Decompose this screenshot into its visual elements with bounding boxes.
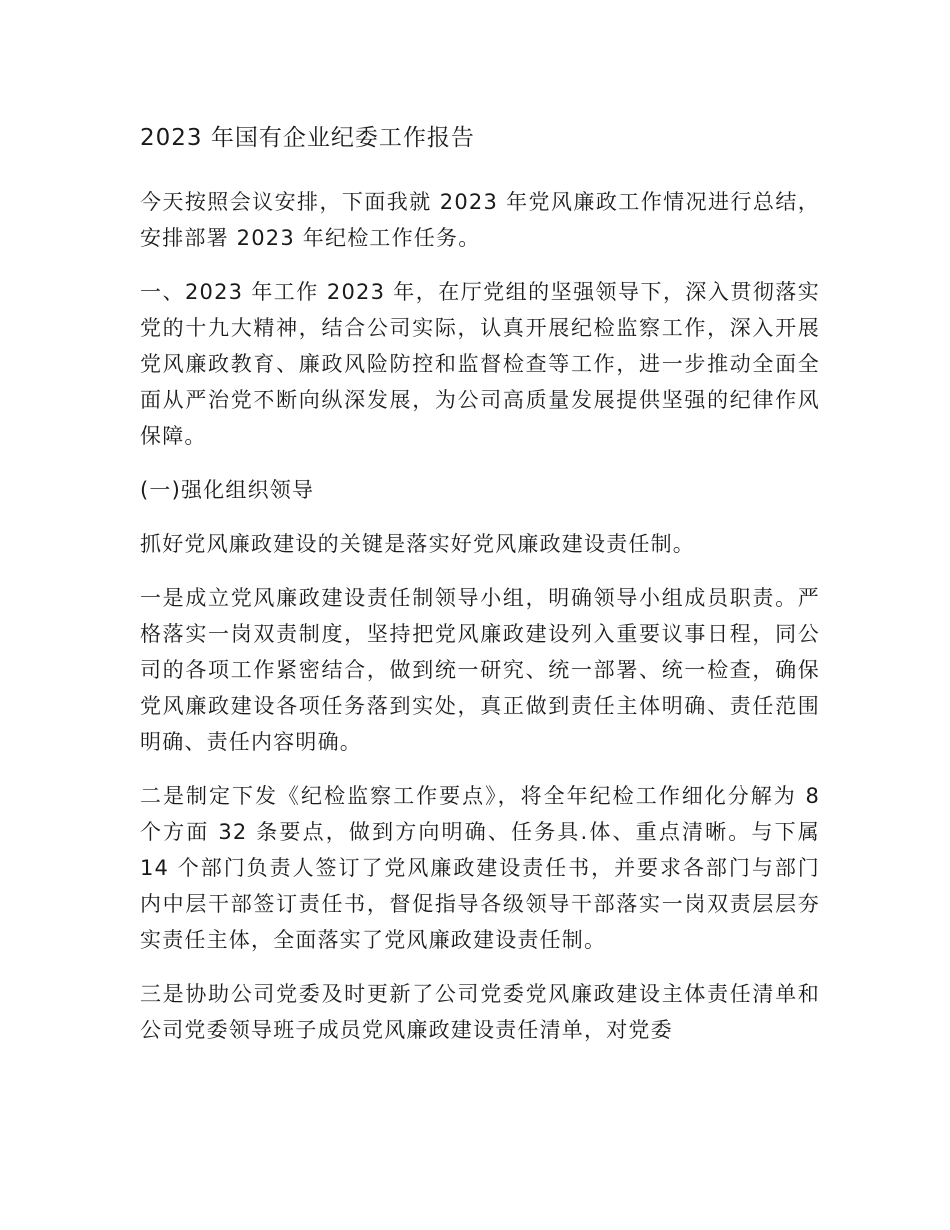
subheading-organization: (一)强化组织领导 — [140, 478, 315, 502]
document-title: 2023 年国有企业纪委工作报告 — [140, 125, 475, 151]
paragraph-item-one: 一是成立党风廉政建设责任制领导小组，明确领导小组成员职责。严格落实一岗双责制度，坚持把党风廉政建设列入重要议事日程，同公司的各项工作紧密结合，做到统一研究、统一部署、统一检查，确保党风廉政建设各项任务落到实处，真正做到责任主体明确、责任范围明确、责任内容明确。 — [140, 586, 820, 754]
paragraph-section-one: 一、2023 年工作 2023 年，在厅党组的坚强领导下，深入贯彻落实党的十九大精神，结合公司实际，认真开展纪检监察工作，深入开展党风廉政教育、廉政风险防控和监督检查等工作，进一步推动全面全面从严治党不断向纵深发展，为公司高质量发展提供坚强的纪律作风保障。 — [140, 280, 820, 448]
paragraph-key-point: 抓好党风廉政建设的关键是落实好党风廉政建设责任制。 — [140, 532, 695, 556]
paragraph-item-three: 三是协助公司党委及时更新了公司党委党风廉政建设主体责任清单和公司党委领导班子成员党风廉政建设责任清单，对党委 — [140, 982, 820, 1042]
paragraph-item-two: 二是制定下发《纪检监察工作要点》，将全年纪检工作细化分解为 8 个方面 32 条要点，做到方向明确、任务具.体、重点清晰。与下属 14 个部门负责人签订了党风廉政建设责任书，并要求各部门与部门内中层干部签订责任书，督促指导各级领导干部落实一岗双责层层夯实责任主体，全面落实了党风廉政建设责任制。 — [140, 784, 820, 952]
document-page — [140, 118, 820, 1066]
paragraph-intro: 今天按照会议安排，下面我就 2023 年党风廉政工作情况进行总结，安排部署 2023 年纪检工作任务。 — [140, 190, 820, 250]
